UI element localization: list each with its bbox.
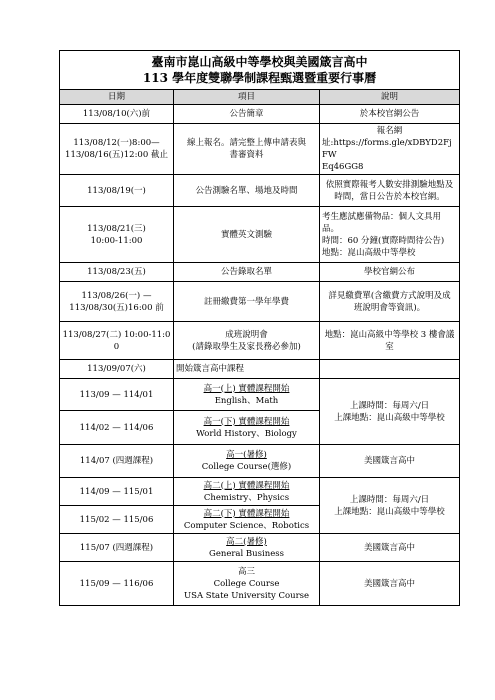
row-item: 高一(暑修) College Course(選修) [174, 445, 320, 478]
table-row [60, 379, 460, 411]
row-note-merged: 上課時間：每周六/日 上課地點：崑山高級中等學校 [320, 379, 460, 445]
row-note-merged: 上課時間：每周六/日 上課地點：崑山高級中等學校 [320, 478, 460, 534]
table-row [60, 263, 460, 282]
row-note: 報名網 址:https://forms.gle/xDBYD2FjFW Eq46GG8 [320, 124, 460, 175]
table-row [60, 478, 460, 506]
row-note: 美國箴言高中 [320, 534, 460, 562]
header-note: 說明 [320, 90, 460, 105]
row-date: 113/09/07(六) [60, 360, 174, 379]
row-date: 113/08/21(三) 10:00-11:00 [60, 207, 174, 263]
table-row [60, 534, 460, 562]
row-date: 115/09 — 116/06 [60, 562, 174, 606]
table-row [60, 124, 460, 175]
header-date: 日期 [60, 90, 174, 105]
row-item: 成班說明會 (請錄取學生及家長務必參加) [174, 322, 320, 360]
row-date: 114/09 — 115/01 [60, 478, 174, 506]
schedule-table [59, 50, 460, 606]
table-row [60, 445, 460, 478]
row-item: 公告測驗名單、場地及時間 [174, 175, 320, 207]
header-item: 項目 [174, 90, 320, 105]
row-note [320, 360, 460, 379]
table-row [60, 282, 460, 322]
row-date: 113/09 — 114/01 [60, 379, 174, 411]
row-note: 詳見繳費單(含繳費方式說明及成 班說明會等資訊)。 [320, 282, 460, 322]
title-line-1: 臺南市崑山高級中等學校與美國箴言高中 [151, 55, 368, 69]
row-note: 於本校官網公告 [320, 105, 460, 124]
row-item: 高一(下) 實體課程開始 World History、Biology [174, 411, 320, 445]
row-item: 開始箴言高中課程 [174, 360, 320, 379]
row-date: 113/08/26(一) — 113/08/30(五)16:00 前 [60, 282, 174, 322]
row-item: 實體英文測驗 [174, 207, 320, 263]
row-date: 115/07 (四週課程) [60, 534, 174, 562]
row-item: 高二(上) 實體課程開始 Chemistry、Physics [174, 478, 320, 506]
row-date: 114/02 — 114/06 [60, 411, 174, 445]
row-note: 地點：崑山高級中等學校 3 樓會議 室 [320, 322, 460, 360]
table-row [60, 562, 460, 606]
row-date: 113/08/27(二) 10:00-11:00 [60, 322, 174, 360]
row-item: 公告簡章 [174, 105, 320, 124]
row-date: 115/02 — 115/06 [60, 506, 174, 534]
row-item: 高一(上) 實體課程開始 English、Math [174, 379, 320, 411]
schedule-page [59, 50, 459, 606]
table-row [60, 360, 460, 379]
title-line-2: 113 學年度雙聯學制課程甄選暨重要行事曆 [142, 71, 377, 85]
row-item: 高三 College Course USA State University Course [174, 562, 320, 606]
table-row [60, 175, 460, 207]
row-date: 113/08/23(五) [60, 263, 174, 282]
table-row [60, 105, 460, 124]
row-note: 學校官網公布 [320, 263, 460, 282]
registration-link[interactable]: 址:https://forms.gle/xDBYD2FjFW [322, 138, 452, 160]
row-date: 113/08/12(一)8:00— 113/08/16(五)12:00 截止 [60, 124, 174, 175]
row-item: 高二(下) 實體課程開始 Computer Science、Robotics [174, 506, 320, 534]
document-title [60, 51, 460, 90]
row-note: 美國箴言高中 [320, 445, 460, 478]
row-note: 美國箴言高中 [320, 562, 460, 606]
table-row [60, 207, 460, 263]
row-note: 依照實際報考人數安排測驗地點及 時間，當日公告於本校官網。 [320, 175, 460, 207]
table-row [60, 322, 460, 360]
row-item: 高二(暑修) General Business [174, 534, 320, 562]
row-item: 線上報名。請完整上傳申請表與 書審資料 [174, 124, 320, 175]
title-row [60, 51, 460, 90]
row-item: 註冊繳費第一學年學費 [174, 282, 320, 322]
row-note: 考生應試應備物品：個人文具用 品。 時間：60 分鐘(實際時間待公告) 地點：崑山高級中等學校 [320, 207, 460, 263]
header-row [60, 90, 460, 105]
row-date: 113/08/19(一) [60, 175, 174, 207]
row-item: 公告錄取名單 [174, 263, 320, 282]
row-date: 113/08/10(六)前 [60, 105, 174, 124]
row-date: 114/07 (四週課程) [60, 445, 174, 478]
